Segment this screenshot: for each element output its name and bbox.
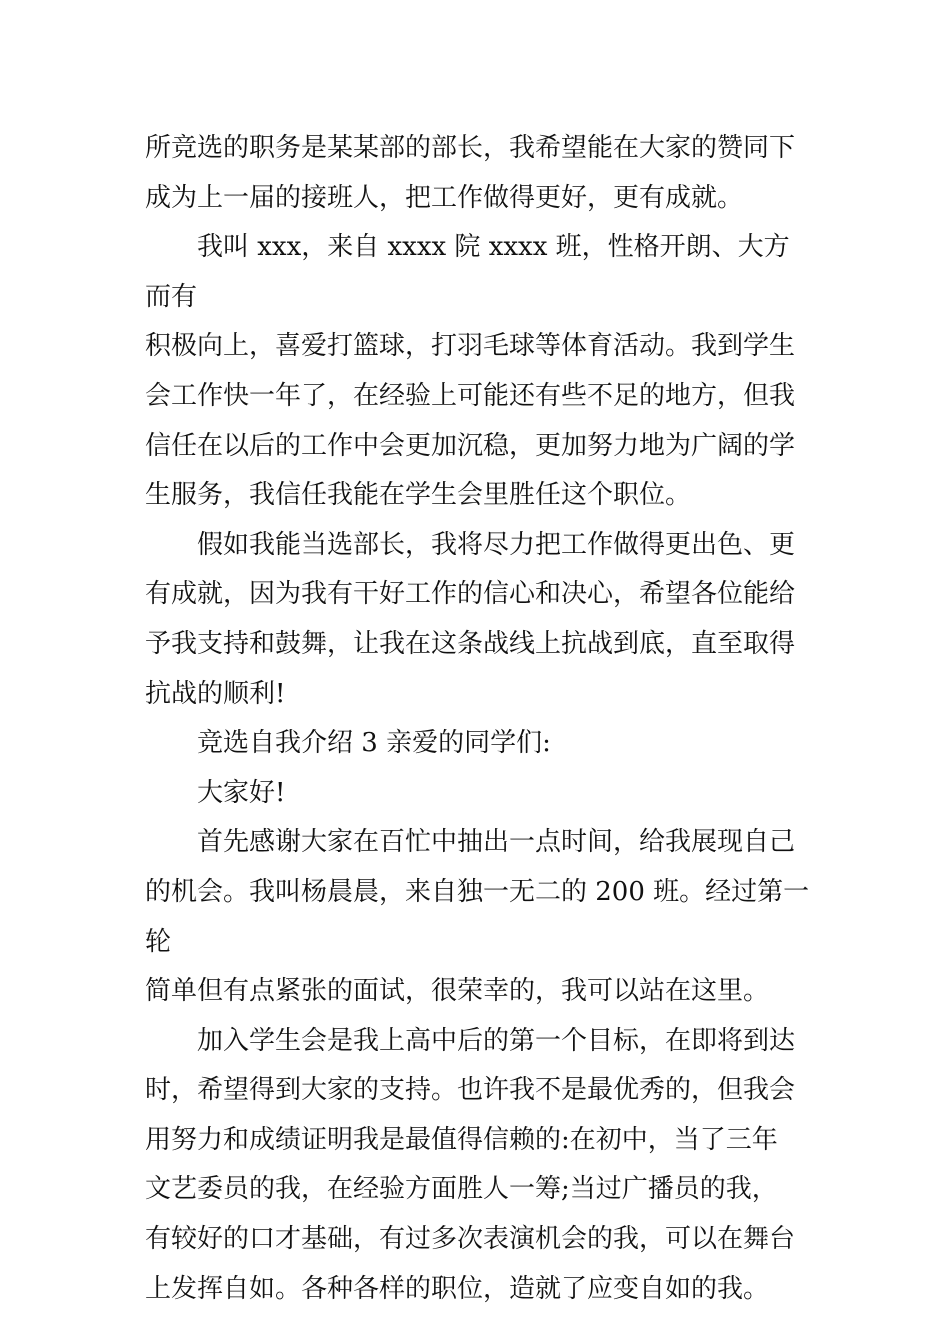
paragraph-4 [145,719,810,769]
text-line: 加入学生会是我上高中后的第一个目标，在即将到达 [197,1025,796,1056]
text-line: 简单但有点紧张的面试，很荣幸的，我可以站在这里。 [145,976,770,1007]
text-line: 信任在以后的工作中会更加沉稳，更加努力地为广阔的学 [145,430,796,461]
text-line: 的机会。我叫杨晨晨，来自独一无二的 200 班。经过第一轮 [145,876,810,957]
paragraph-1 [145,124,810,223]
paragraph-3 [145,521,810,719]
text-line: 上发挥自如。各种各样的职位，造就了应变自如的我。 [145,1273,770,1304]
text-line: 我叫 xxx，来自 xxxx 院 xxxx 班，性格开朗、大方而有 [145,232,790,312]
text-line: 假如我能当选部长，我将尽力把工作做得更出色、更 [197,529,796,560]
text-line: 积极向上，喜爱打篮球，打羽毛球等体育活动。我到学生 [145,331,796,362]
text-line: 成为上一届的接班人，把工作做得更好，更有成就。 [145,182,744,213]
text-line: 所竞选的职务是某某部的部长，我希望能在大家的赞同下 [145,133,796,163]
text-line: 用努力和成绩证明我是最值得信赖的:在初中，当了三年 [145,1124,778,1155]
text-line: 有较好的口才基础，有过多次表演机会的我，可以在舞台 [145,1224,796,1255]
text-line: 会工作快一年了，在经验上可能还有些不足的地方，但我 [145,380,796,411]
text-line: 时，希望得到大家的支持。也许我不是最优秀的，但我会 [145,1075,796,1106]
text-line: 竞选自我介绍 3 亲爱的同学们: [197,728,551,759]
paragraph-7 [145,1017,810,1315]
paragraph-5 [145,769,810,819]
text-line: 予我支持和鼓舞，让我在这条战线上抗战到底，直至取得 [145,628,796,659]
text-line: 首先感谢大家在百忙中抽出一点时间，给我展现自己 [197,827,796,858]
text-line: 有成就，因为我有干好工作的信心和决心，希望各位能给 [145,579,796,610]
text-line: 大家好! [197,777,286,808]
document-body [145,124,810,1314]
paragraph-6 [145,818,810,1016]
paragraph-2 [145,223,810,521]
text-line: 文艺委员的我，在经验方面胜人一筹;当过广播员的我， [145,1174,778,1205]
text-line: 生服务，我信任我能在学生会里胜任这个职位。 [145,480,692,511]
text-line: 抗战的顺利! [145,678,286,709]
